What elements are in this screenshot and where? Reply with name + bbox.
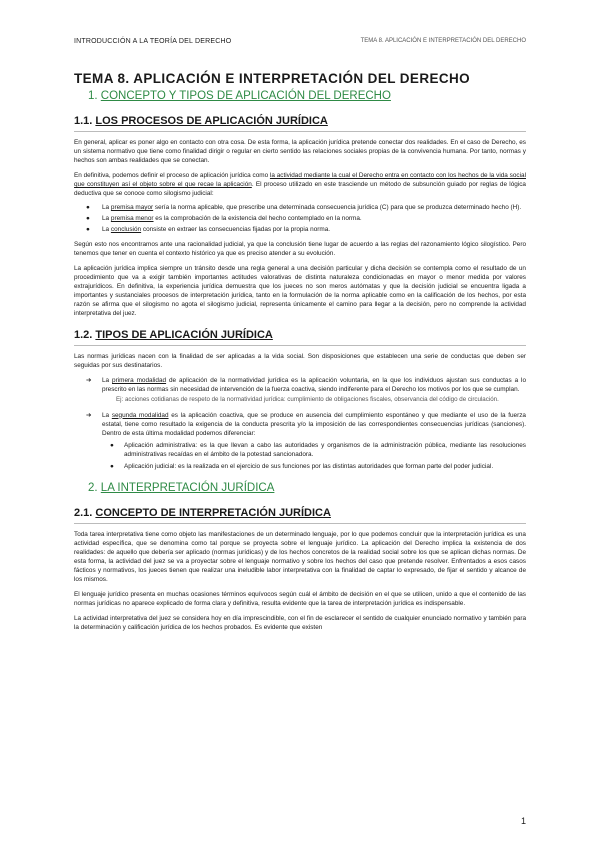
subsection-2-1-title: CONCEPTO DE INTERPRETACIÓN JURÍDICA [95, 506, 331, 519]
title-text: APLICACIÓN E INTERPRETACIÓN DEL DERECHO [129, 71, 471, 86]
section-1-heading [88, 89, 526, 104]
subsection-2-1-heading [74, 506, 526, 524]
item-text: de aplicación de la normatividad jurídica es la aplicación voluntaria, en la que los individuos ajustan sus conductas a lo prescrito en las normas sin necesidad de intervención de la fuerza coactiva, siendo indiferente para el Derecho los motivos por los que se cumplan. [102, 377, 526, 393]
item-prefix: La [102, 215, 111, 222]
arrow-right-icon: ➔ [86, 411, 92, 419]
item-text: consiste en extraer las consecuencias fijadas por la propia norma. [141, 226, 331, 233]
item-term: segunda modalidad [111, 411, 169, 419]
list-item [74, 214, 526, 223]
subsection-1-2-title: TIPOS DE APLICACIÓN JURÍDICA [95, 329, 273, 341]
bullet-icon: ● [86, 204, 90, 211]
subsection-2-1-number: 2.1. [74, 506, 96, 519]
item-text: Aplicación administrativa: es la que llevan a cabo las autoridades y organismos de la administración pública, mediante las resoluciones administrativas recaídas en el ámbito de la potestad sancionadora. [124, 441, 526, 458]
list-item [74, 225, 526, 234]
item-prefix: La [102, 377, 113, 384]
item-prefix: La [102, 226, 111, 233]
subsection-1-2-heading [74, 328, 526, 346]
section-2-title: LA INTERPRETACIÓN JURÍDICA [100, 481, 275, 494]
title-number: TEMA 8. [74, 71, 130, 86]
item-text: es la comprobación de la existencia del hecho contemplado en la norma. [153, 215, 362, 222]
bullet-icon: ● [86, 215, 90, 222]
bullet-icon: ● [86, 226, 90, 233]
paragraph-7: El lenguaje jurídico presenta en muchas ocasiones términos equívocos según cuál el ámbito de decisión en el que se utilicen, unido a que el contenido de las normas jurídicas no aparece explicado de forma clara y definitiva, resulta evidente que la tarea de interpretación jurídica es indispensable. [74, 590, 526, 607]
item-term: premisa menor [110, 215, 154, 222]
item-prefix: La [102, 204, 111, 211]
paragraph-2 [74, 171, 526, 198]
bullet-icon: ● [110, 441, 114, 449]
section-1-number: 1. [88, 90, 101, 102]
list-item [74, 462, 526, 471]
subsection-1-1-title: LOS PROCESOS DE APLICACIÓN JURÍDICA [95, 115, 328, 127]
paragraph-2-end: . El proceso utilizado en este trasciende un método de subsunción guiado por reglas de lógica deductiva que se conoce como silogismo judicial: [74, 181, 526, 197]
paragraph-1: En general, aplicar es poner algo en contacto con otra cosa. De esta forma, la aplicación jurídica pretende conectar dos realidades. En el caso de Derecho, es un sistema normativo que tiene como finalidad dirigir o regular en cierto sentido las relaciones sociales propias de la convivencia humana. Por tanto, normas y hechos son ambas realidades que se conectan. [74, 139, 526, 164]
page-title [74, 70, 526, 87]
header-topic: TEMA 8. APLICACIÓN E INTERPRETACIÓN DEL DERECHO [360, 38, 526, 44]
section-1-title: CONCEPTO Y TIPOS DE APLICACIÓN DEL DERECHO [100, 90, 391, 102]
arrow-right-icon: ➔ [86, 377, 92, 384]
list-item [74, 203, 526, 212]
subsection-1-1-number: 1.1. [74, 115, 96, 127]
bullet-icon: ● [110, 462, 114, 470]
item-prefix: La [102, 411, 112, 419]
item-text: es la aplicación coactiva, que se produce en ausencia del cumplimiento espontáneo y que mediante el uso de la fuerza estatal, tiene como resultado la exigencia de la conducta prescrita y/o la imposición de las correspondientes consecuencias jurídicas (sanciones). Dentro de esta última modalidad podemos diferenciar: [102, 411, 526, 437]
list-item [74, 441, 526, 459]
example-note: Ej: acciones cotidianas de respeto de la normatividad jurídica: cumplimiento de obligaciones fiscales, observancia del código de circulación. [116, 396, 499, 403]
item-text: Aplicación judicial: es la realizada en el ejercicio de sus funciones por las distintas autoridades que forman parte del poder judicial. [124, 462, 494, 470]
modality-item-1 [74, 376, 526, 394]
paragraph-2-start: En definitiva, podemos definir el proceso de aplicación jurídica como [74, 172, 270, 179]
item-term: conclusión [110, 226, 142, 233]
subsection-1-2-number: 1.2. [74, 329, 96, 341]
coercive-types-list [74, 441, 526, 471]
page-number: 1 [520, 816, 526, 826]
item-term: premisa mayor [110, 204, 154, 211]
paragraph-6: Toda tarea interpretativa tiene como objeto las manifestaciones de un determinado lenguaje, por lo que podemos concluir que la interpretación jurídica es una actividad específica, que se denomina como tal porque se proyecta sobre el lenguaje jurídico. La aplicación del Derecho implica la existencia de dos realidades: de aquello que debería ser aplicado (normas jurídicas) y de los hechos concretos de la realidad social sobre los que se aplican dichas normas. De esta forma, la actividad del juez se va a proyectar sobre el lenguaje normativo y sobre los hechos del caso que pretende resolver. Enfrentados a esos casos fácticos y normativos, los jueces tienen que realizar una ineludible labor interpretativa con la finalidad de captar lo expresado, de fijar el sentido y alcance de los mismos. [74, 530, 526, 583]
section-2-heading [88, 481, 526, 496]
modality-item-2 [74, 411, 526, 438]
page-body [74, 70, 526, 632]
paragraph-2-definition: la actividad mediante la cual el Derecho entra en contacto con los hechos de la vida social que constituyen así el objeto sobre el que recae la aplicación [74, 172, 526, 188]
item-term: primera modalidad [112, 377, 167, 384]
header-course: INTRODUCCIÓN A LA TEORÍA DEL DERECHO [74, 38, 232, 45]
paragraph-4: La aplicación jurídica implica siempre un tránsito desde una regla general a una decisión particular y dicha decisión se contempla como el resultado de un procedimiento que va a exigir también importantes actitudes valorativas de distinta naturaleza condicionadas en mayor o menor medida por valores extrajurídicos. En definitiva, la experiencia jurídica demuestra que los jueces no son meros autómatas y que la decisión judicial se encuentra ligada a importantes y sustanciales procesos de interpretación jurídica, tanto en la formulación de la norma aplicable como en la calificación de los hechos, por esta razón se afirma que el silogismo no agota el silogismo judicial, representa únicamente el camino para llegar a la decisión, pero no comprende la actividad interpretativa del juez. [74, 265, 526, 317]
syllogism-list [74, 203, 526, 234]
paragraph-3: Según esto nos encontramos ante una racionalidad judicial, ya que la conclusión tiene lugar de acuerdo a las reglas del razonamiento lógico silogístico. Pero tenemos que tener en cuenta el contexto histórico ya que es preciso atender a su evolución. [74, 241, 526, 257]
section-2-number: 2. [88, 481, 101, 494]
running-header [74, 38, 526, 45]
paragraph-8: La actividad interpretativa del juez se considera hoy en día imprescindible, con el fin de esclarecer el sentido de cualquier enunciado normativo y también para la determinación y calificación jurídica de los hechos probados. Es evidente que existen [74, 614, 526, 631]
paragraph-5: Las normas jurídicas nacen con la finalidad de ser aplicadas a la vida social. Son disposiciones que establecen una serie de conductas que deben ser seguidas por sus destinatarios. [74, 353, 526, 369]
subsection-1-1-heading [74, 114, 526, 132]
item-text: sería la norma aplicable, que prescribe una determinada consecuencia jurídica (C) para que se produzca determinado hecho (H). [153, 204, 522, 211]
